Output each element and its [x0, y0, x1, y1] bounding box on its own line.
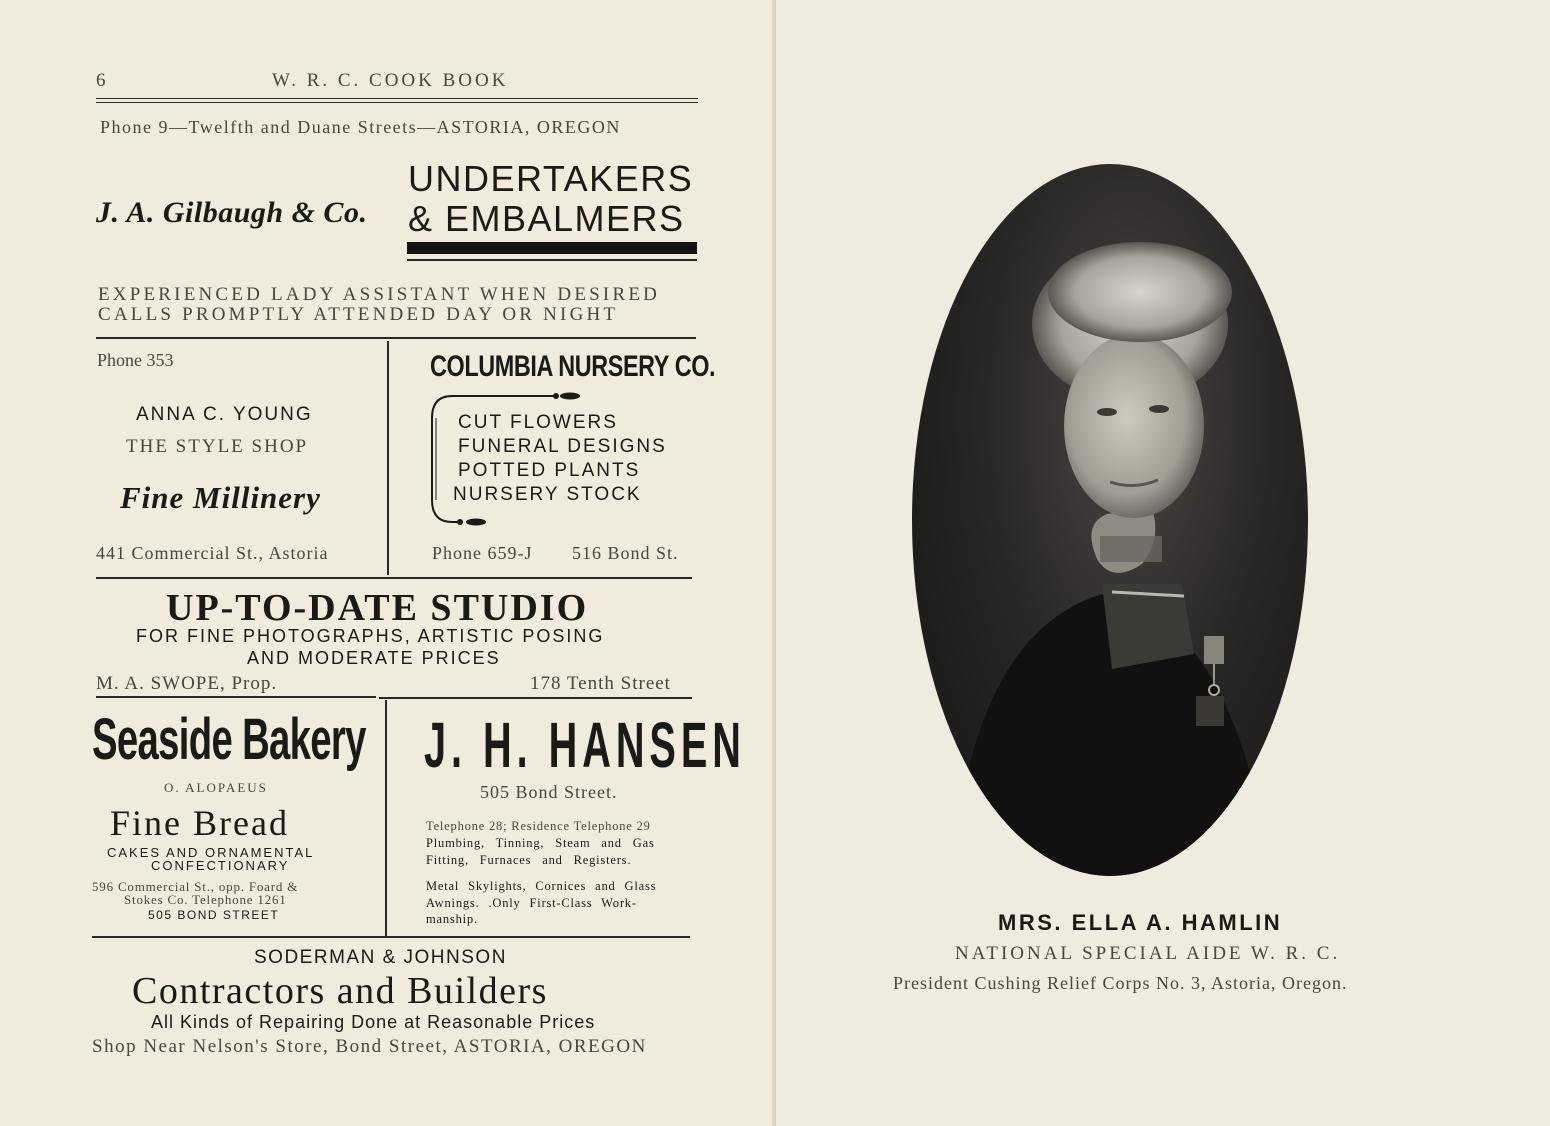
columbia-item: CUT FLOWERS — [458, 412, 618, 433]
columbia-phone: Phone 659-J — [432, 543, 533, 563]
seaside-owner: O. ALOPAEUS — [164, 780, 268, 795]
gilbaugh-thick-bar — [407, 242, 697, 254]
hansen-line-6: manship. — [426, 912, 478, 926]
studio-tagline-2: AND MODERATE PRICES — [247, 648, 501, 668]
soderman-headline: Contractors and Builders — [132, 970, 548, 1012]
seaside-products-2: CONFECTIONARY — [151, 858, 290, 873]
gilbaugh-thin-bar — [407, 259, 697, 261]
soderman-address: Shop Near Nelson's Store, Bond Street, ASTORIA, OREGON — [92, 1036, 647, 1057]
hansen-line-3: Fitting, Furnaces and Registers. — [426, 853, 632, 867]
young-specialty: Fine Millinery — [120, 480, 321, 515]
undertakers-headline: UNDERTAKERS — [408, 158, 694, 199]
portrait-title: NATIONAL SPECIAL AIDE W. R. C. — [955, 943, 1341, 964]
section-divider-1 — [96, 337, 696, 339]
section-divider-2 — [96, 577, 692, 579]
hansen-line-4: Metal Skylights, Cornices and Glass — [426, 879, 657, 893]
page-number: 6 — [96, 70, 106, 91]
columbia-name: COLUMBIA NURSERY CO. — [430, 350, 716, 383]
gilbaugh-note-2: CALLS PROMPTLY ATTENDED DAY OR NIGHT — [98, 304, 619, 325]
portrait-figure — [912, 164, 1308, 876]
columbia-item: FUNERAL DESIGNS — [458, 436, 667, 457]
section-divider-4 — [92, 936, 690, 938]
seaside-address-2: Stokes Co. Telephone 1261 — [124, 892, 287, 907]
soderman-tagline: All Kinds of Repairing Done at Reasonable Prices — [151, 1012, 596, 1032]
hansen-line-2: Plumbing, Tinning, Steam and Gas — [426, 836, 655, 850]
seaside-name: Seaside Bakery — [92, 707, 366, 772]
section-divider-3b — [379, 697, 692, 699]
soderman-name: SODERMAN & JOHNSON — [254, 947, 507, 968]
gilbaugh-note-1: EXPERIENCED LADY ASSISTANT WHEN DESIRED — [98, 284, 661, 305]
running-head: W. R. C. COOK BOOK — [272, 70, 509, 91]
section-divider-3a — [96, 696, 376, 698]
studio-address: 178 Tenth Street — [530, 673, 671, 694]
studio-proprietor: M. A. SWOPE, Prop. — [96, 673, 278, 694]
young-phone: Phone 353 — [97, 350, 174, 370]
portrait-photo — [912, 164, 1308, 876]
column-divider-1 — [387, 341, 389, 575]
studio-name: UP-TO-DATE STUDIO — [166, 587, 589, 629]
hansen-line-1: Telephone 28; Residence Telephone 29 — [426, 819, 651, 833]
columbia-item: POTTED PLANTS — [458, 460, 641, 481]
hansen-line-5: Awnings. .Only First-Class Work- — [426, 896, 637, 910]
columbia-item: NURSERY STOCK — [453, 484, 642, 505]
columbia-address: 516 Bond St. — [572, 543, 679, 563]
portrait-position: President Cushing Relief Corps No. 3, Astoria, Oregon. — [893, 973, 1348, 993]
gilbaugh-phone-line: Phone 9—Twelfth and Duane Streets—ASTORIA, OREGON — [100, 117, 621, 137]
seaside-address-1: 596 Commercial St., opp. Foard & — [92, 879, 299, 894]
embalmers-headline: & EMBALMERS — [408, 198, 685, 239]
header-rule-bottom — [96, 102, 698, 103]
header-rule-top — [96, 98, 698, 99]
column-divider-2 — [385, 700, 387, 936]
hansen-name: J. H. HANSEN — [424, 709, 746, 781]
young-address: 441 Commercial St., Astoria — [96, 543, 329, 563]
gilbaugh-name: J. A. Gilbaugh & Co. — [96, 196, 368, 229]
young-name: ANNA C. YOUNG — [136, 404, 313, 425]
seaside-product: Fine Bread — [110, 803, 289, 843]
studio-tagline-1: FOR FINE PHOTOGRAPHS, ARTISTIC POSING — [136, 626, 605, 646]
portrait-name: MRS. ELLA A. HAMLIN — [998, 910, 1283, 935]
seaside-address-3: 505 BOND STREET — [148, 908, 280, 922]
seaside-products-1: CAKES AND ORNAMENTAL — [107, 845, 315, 860]
hansen-address: 505 Bond Street. — [480, 782, 618, 802]
young-shop: THE STYLE SHOP — [126, 436, 309, 457]
